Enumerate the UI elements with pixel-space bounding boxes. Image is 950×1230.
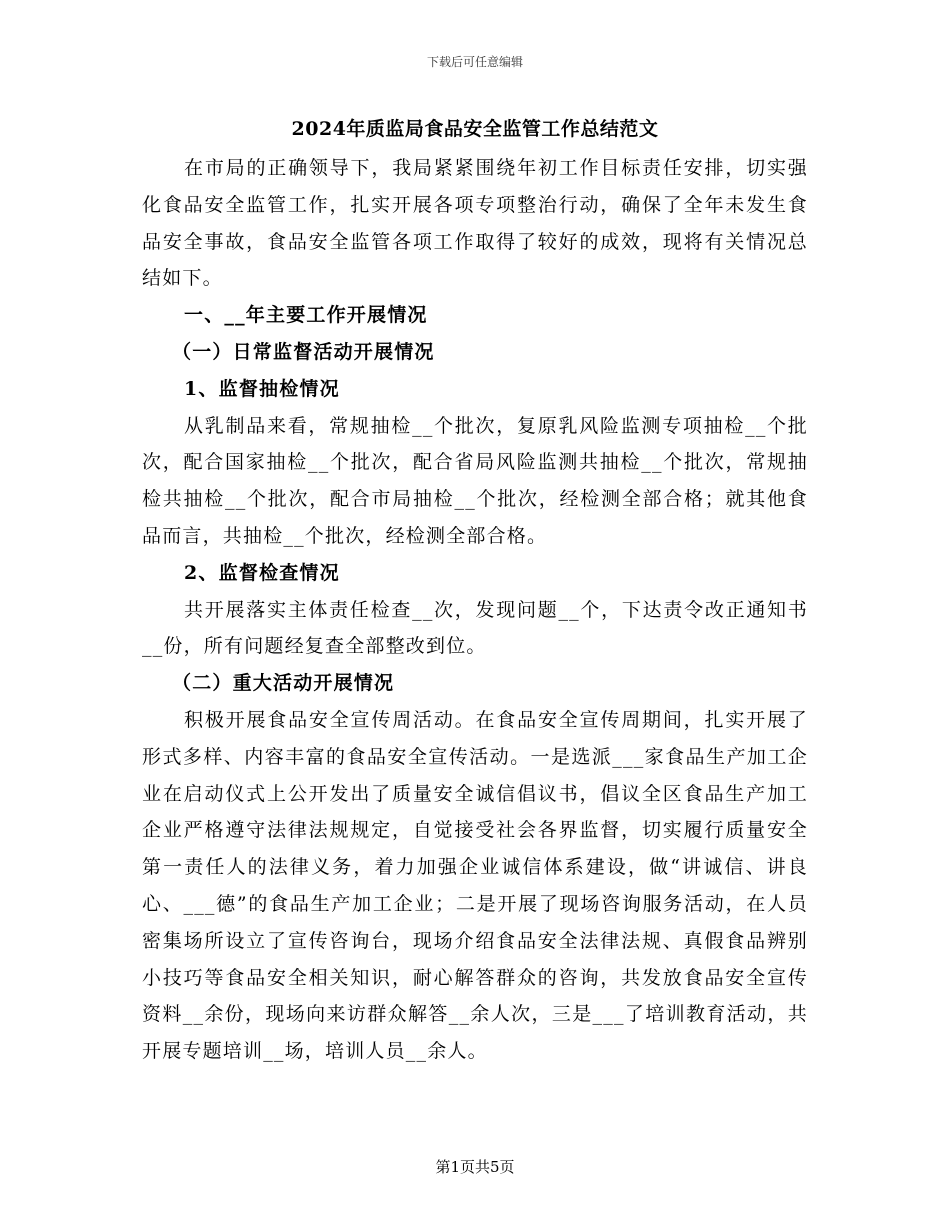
document-body	[142, 150, 808, 1070]
subsection-heading-2: （二）重大活动开展情况	[172, 672, 395, 695]
section-heading-1: 一、__年主要工作开展情况	[184, 304, 428, 327]
header-note: 下载后可任意编辑	[426, 55, 523, 69]
item-heading-2: 2、监督检查情况	[184, 561, 340, 584]
subsection-heading-1: （一）日常监督活动开展情况	[172, 340, 435, 363]
item-paragraph-1: 从乳制品来看，常规抽检__个批次，复原乳风险监测专项抽检__个批次，配合国家抽检__个批次，配合省局风险监测共抽检__个批次，常规抽检共抽检__个批次，配合市局抽检__个批次，经检测全部合格；就其他食品而言，共抽检__个批次，经检测全部合格。	[142, 414, 808, 547]
item-paragraph-2: 共开展落实主体责任检查__次，发现问题__个，下达责令改正通知书__份，所有问题经复查全部整改到位。	[142, 598, 808, 658]
page-number: 第1页共5页	[435, 1158, 515, 1176]
item-heading-1: 1、监督抽检情况	[184, 377, 340, 400]
document-title: 2024年质监局食品安全监管工作总结范文	[291, 118, 659, 140]
intro-paragraph: 在市局的正确领导下，我局紧紧围绕年初工作目标责任安排，切实强化食品安全监管工作，扎实开展各项专项整治行动，确保了全年未发生食品安全事故，食品安全监管各项工作取得了较好的成效，现将有关情况总结如下。	[142, 157, 808, 290]
subsection-paragraph-2: 积极开展食品安全宣传周活动。在食品安全宣传周期间，扎实开展了形式多样、内容丰富的食品安全宣传活动。一是选派___家食品生产加工企业在启动仪式上公开发出了质量安全诚信倡议书，倡议全区食品生产加工企业严格遵守法律法规规定，自觉接受社会各界监督，切实履行质量安全第一责任人的法律义务，着力加强企业诚信体系建设，做“讲诚信、讲良心、___德”的食品生产加工企业；二是开展了现场咨询服务活动，在人员密集场所设立了宣传咨询台，现场介绍食品安全法律法规、真假食品辨别小技巧等食品安全相关知识，耐心解答群众的咨询，共发放食品安全宣传资料__余份，现场向来访群众解答__余人次，三是___了培训教育活动，共开展专题培训__场，培训人员__余人。	[142, 708, 808, 1063]
